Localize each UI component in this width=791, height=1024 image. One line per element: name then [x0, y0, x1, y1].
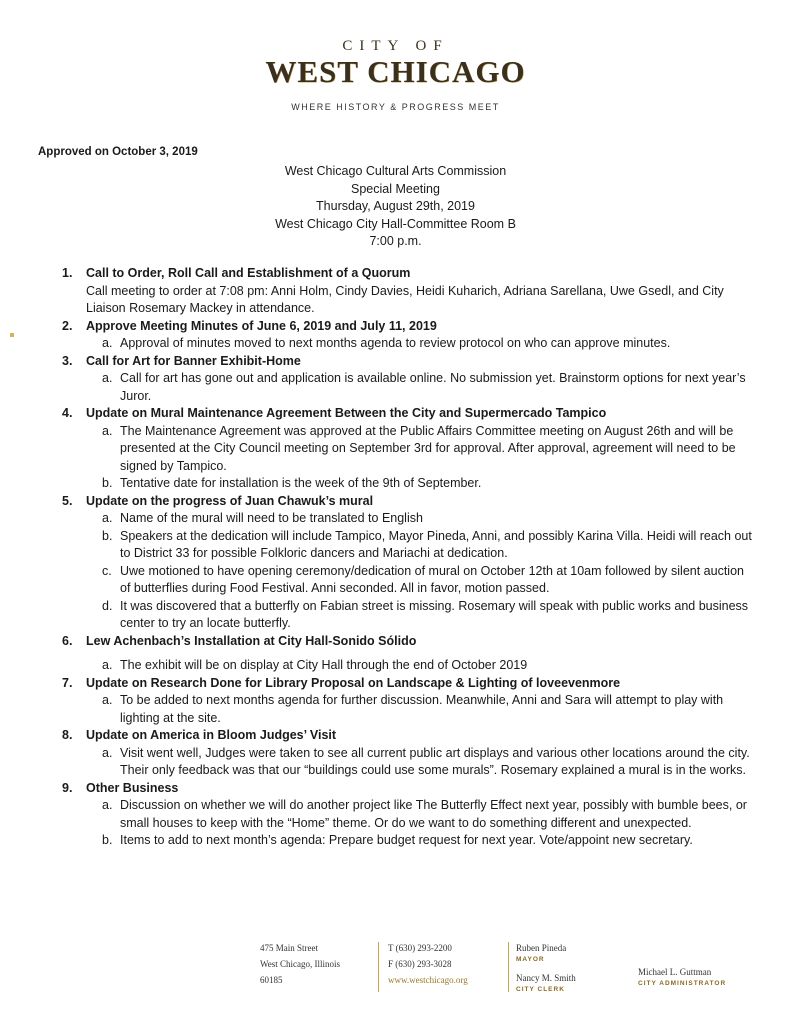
footer-phone: T (630) 293-2200	[388, 943, 452, 953]
header-meeting-type: Special Meeting	[351, 181, 440, 196]
footer-website-link[interactable]: www.westchicago.org	[388, 975, 468, 985]
agenda-item-text: Call meeting to order at 7:08 pm: Anni Holm, Cindy Davies, Heidi Kuharich, Adriana Sarellana, Uwe Gsedl, and City Liaison Rosemary Mackey in attendance.	[86, 283, 724, 315]
footer-admin-title: CITY ADMINISTRATOR	[638, 980, 727, 987]
footer-admin-name: Michael L. Guttman	[638, 967, 712, 977]
footer-clerk-title: CITY CLERK	[516, 986, 565, 993]
agenda-subitem-text: Discussion on whether we will do another project like The Butterfly Effect next year, possibly with bumble bees, or small houses to keep with the “Home” theme. Or do we want to do something different and unexpected.	[120, 798, 747, 830]
agenda-item-number: 7.	[62, 675, 73, 690]
agenda-item-number: 8.	[62, 728, 73, 742]
agenda-item	[62, 405, 752, 423]
agenda-subitem-text: Approval of minutes moved to next months agenda to review protocol on who can approve minutes.	[120, 336, 671, 350]
agenda-item	[62, 727, 752, 745]
agenda-subitem	[62, 335, 752, 353]
agenda-item-title: Call to Order, Roll Call and Establishment of a Quorum	[86, 266, 411, 280]
agenda-subitem-text: Uwe motioned to have opening ceremony/dedication of mural on October 12th at 10am followed by silent auction of butterflies during Food Festival. Anni seconded. All in favor, motion passed.	[120, 563, 744, 595]
agenda-item-number: 4.	[62, 406, 73, 420]
agenda-subitem-letter: a.	[102, 371, 113, 385]
footer-mayor-title: MAYOR	[516, 956, 545, 963]
agenda-item-title: Approve Meeting Minutes of June 6, 2019 and July 11, 2019	[86, 318, 437, 333]
agenda-subitem	[62, 692, 752, 727]
agenda-item-number: 2.	[62, 318, 73, 333]
agenda-subitem-letter: d.	[102, 598, 113, 613]
header-time: 7:00 p.m.	[369, 234, 422, 248]
spacer	[62, 650, 752, 657]
agenda-subitem-text: It was discovered that a butterfly on Fabian street is missing. Rosemary will speak with public works and business center to try an locate butterfly.	[120, 598, 749, 630]
agenda-subitem-text: Name of the mural will need to be translated to English	[120, 511, 423, 525]
agenda-subitem-letter: b.	[102, 833, 113, 847]
agenda-subitem-letter: a.	[102, 798, 113, 812]
agenda-subitem-text: The exhibit will be on display at City Hall through the end of October 2019	[120, 658, 528, 672]
agenda-subitem-text: Visit went well, Judges were taken to see all current public art displays and various other locations around the city. Their only feedback was that our “buildings could use some murals”. Rosemary explained a mural is in the works.	[120, 745, 750, 777]
agenda-subitem	[62, 657, 752, 675]
agenda-subitem	[62, 475, 752, 493]
agenda-item-title: Update on Mural Maintenance Agreement Between the City and Supermercado Tampico	[86, 406, 607, 420]
minutes-body	[62, 265, 752, 850]
agenda-subitem-text: Call for art has gone out and application is available online. No submission yet. Brainstorm options for next year’s Juror.	[120, 371, 746, 403]
agenda-subitem-letter: c.	[102, 563, 112, 578]
footer-address	[260, 940, 340, 988]
agenda-subitem-letter: a.	[102, 658, 113, 672]
agenda-subitem-letter: a.	[102, 423, 113, 438]
footer-divider	[508, 942, 509, 992]
agenda-subitem-text: Speakers at the dedication will include Tampico, Mayor Pineda, Anni, and possibly Karina Villa. Heidi will reach out to District 33 for possible Folkloric dancers and Mariachi at dedication.	[120, 528, 752, 560]
header-date: Thursday, August 29th, 2019	[316, 199, 475, 213]
agenda-subitem	[62, 528, 752, 563]
footer-officials	[516, 940, 576, 994]
footer-contact	[388, 940, 468, 988]
letterhead-city-of: CITY OF	[342, 38, 449, 54]
agenda-item-title: Lew Achenbach’s Installation at City Hall-Sonido Sólido	[86, 633, 417, 648]
agenda-item-number: 3.	[62, 353, 73, 368]
header-location: West Chicago City Hall-Committee Room B	[275, 216, 516, 231]
agenda-subitem-text: The Maintenance Agreement was approved at the Public Affairs Committee meeting on August 26th and will be presented at the City Council meeting on September 3rd for approval. After approval, agreement will need to be signed by Tampico.	[120, 423, 736, 473]
agenda-item-title: Update on the progress of Juan Chawuk’s mural	[86, 493, 374, 508]
footer-administrator	[638, 964, 726, 988]
agenda-item-title: Call for Art for Banner Exhibit-Home	[86, 353, 301, 368]
agenda-item	[62, 265, 752, 318]
footer-address-line: 60185	[260, 975, 283, 985]
agenda-subitem	[62, 832, 752, 850]
header-commission: West Chicago Cultural Arts Commission	[284, 164, 507, 178]
agenda-subitem	[62, 797, 752, 832]
agenda-subitem-letter: a.	[102, 511, 113, 525]
agenda-subitem-text: Tentative date for installation is the week of the 9th of September.	[120, 476, 482, 490]
agenda-item-number: 9.	[62, 780, 73, 795]
agenda-subitem	[62, 370, 752, 405]
scan-speck	[10, 333, 14, 337]
footer-fax: F (630) 293-3028	[388, 959, 452, 969]
agenda-subitem-letter: a.	[102, 693, 113, 707]
letterhead-city-name: WEST CHICAGO	[265, 54, 526, 89]
agenda-item-number: 1.	[62, 266, 73, 280]
footer-clerk-name: Nancy M. Smith	[516, 973, 576, 983]
footer-address-line: 475 Main Street	[260, 943, 318, 953]
approved-date: Approved on October 3, 2019	[38, 146, 198, 158]
agenda-item-title: Update on Research Done for Library Proposal on Landscape & Lighting of loveevenmore	[86, 675, 621, 690]
agenda-subitem-text: To be added to next months agenda for further discussion. Meanwhile, Anni and Sara will attempt to play with lighting at the site.	[120, 693, 724, 725]
footer-divider	[378, 942, 379, 992]
agenda-item-number: 6.	[62, 633, 73, 648]
agenda-subitem	[62, 745, 752, 780]
agenda-subitem-letter: a.	[102, 336, 113, 350]
footer-address-line: West Chicago, Illinois	[260, 959, 341, 969]
agenda-item	[62, 353, 752, 371]
agenda-subitem	[62, 563, 752, 598]
agenda-item-number: 5.	[62, 493, 73, 508]
agenda-subitem-text: Items to add to next month’s agenda: Prepare budget request for next year. Vote/appoint new secretary.	[120, 833, 693, 847]
letterhead-tagline: WHERE HISTORY & PROGRESS MEET	[291, 102, 500, 112]
agenda-item	[62, 493, 752, 511]
agenda-item	[62, 318, 752, 336]
agenda-item-title: Other Business	[86, 780, 179, 795]
agenda-subitem	[62, 598, 752, 633]
agenda-item	[62, 633, 752, 651]
agenda-subitem	[62, 423, 752, 476]
footer-mayor-name: Ruben Pineda	[516, 943, 567, 953]
meeting-header	[0, 163, 791, 251]
agenda-subitem-letter: b.	[102, 476, 113, 490]
agenda-item-title: Update on America in Bloom Judges’ Visit	[86, 728, 337, 742]
agenda-item	[62, 780, 752, 798]
agenda-subitem-letter: b.	[102, 528, 113, 543]
agenda-subitem-letter: a.	[102, 745, 113, 760]
agenda-item	[62, 675, 752, 693]
agenda-subitem	[62, 510, 752, 528]
